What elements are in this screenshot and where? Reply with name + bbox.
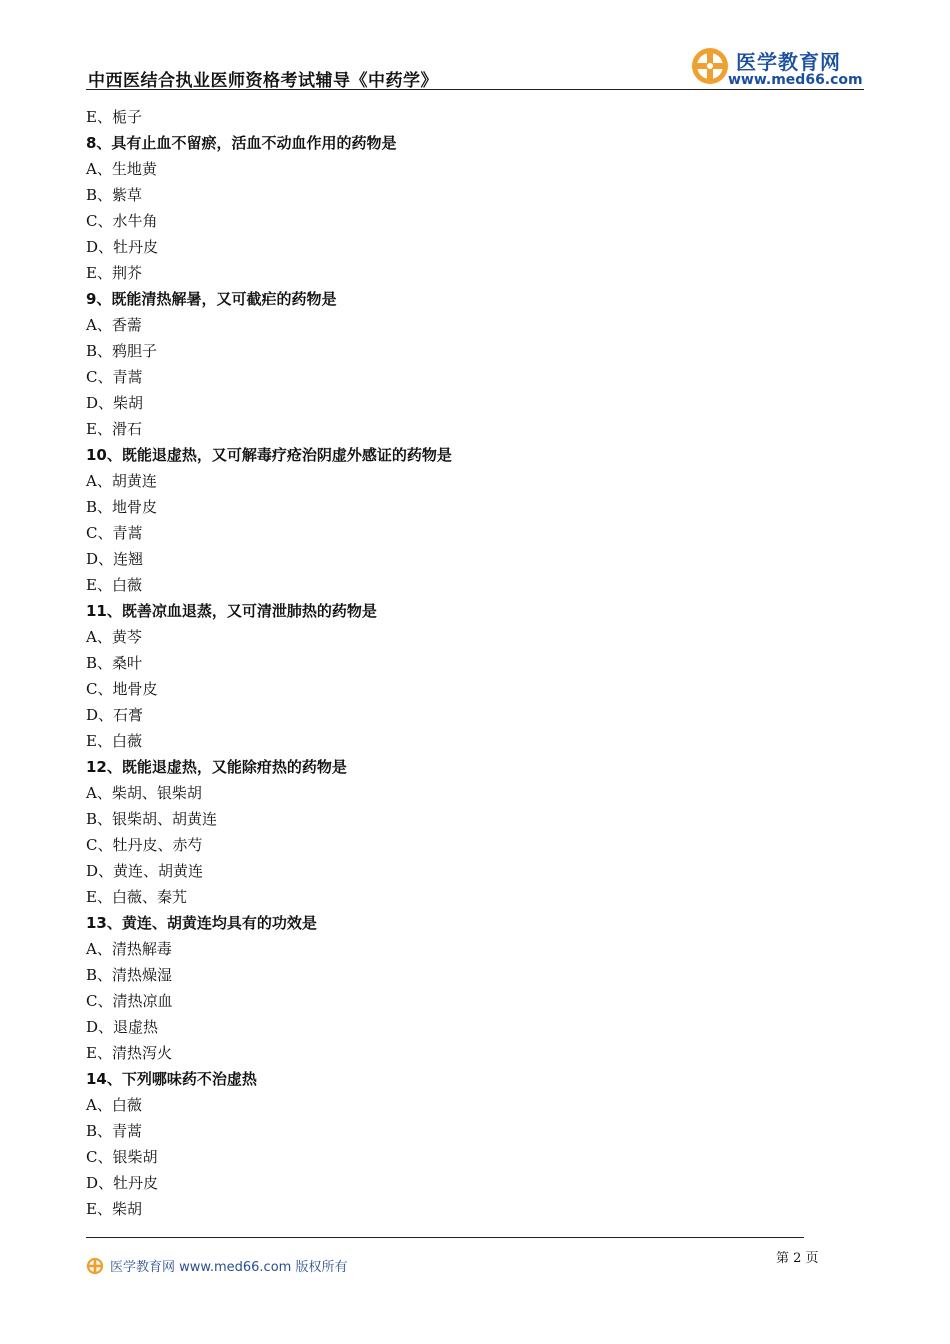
- answer-option: A、柴胡、银柴胡: [86, 784, 202, 802]
- answer-option: C、牡丹皮、赤芍: [86, 836, 203, 854]
- footer-divider: [86, 1237, 804, 1238]
- answer-option: D、牡丹皮: [86, 1174, 159, 1192]
- page-number: 第 2 页: [776, 1251, 819, 1266]
- document-title: 中西医结合执业医师资格考试辅导《中药学》: [88, 71, 438, 91]
- answer-option: E、荆芥: [86, 264, 142, 282]
- question-text: 9、既能清热解暑，又可截疟的药物是: [86, 290, 337, 308]
- answer-option: B、鸦胆子: [86, 342, 158, 360]
- question-text: 11、既善凉血退蒸，又可清泄肺热的药物是: [86, 602, 377, 620]
- answer-option: E、清热泻火: [86, 1044, 172, 1062]
- cross-circle-logo-icon: [690, 46, 730, 86]
- answer-option: E、栀子: [86, 108, 142, 126]
- answer-option: D、退虚热: [86, 1018, 159, 1036]
- answer-option: E、滑石: [86, 420, 142, 438]
- answer-option: A、黄芩: [86, 628, 142, 646]
- question-text: 13、黄连、胡黄连均具有的功效是: [86, 914, 317, 932]
- answer-option: C、水牛角: [86, 212, 158, 230]
- answer-option: B、紫草: [86, 186, 143, 204]
- answer-option: C、青蒿: [86, 368, 143, 386]
- answer-option: A、生地黄: [86, 160, 157, 178]
- answer-option: B、青蒿: [86, 1122, 143, 1140]
- question-text: 12、既能退虚热，又能除疳热的药物是: [86, 758, 347, 776]
- answer-option: A、胡黄连: [86, 472, 157, 490]
- answer-option: D、石膏: [86, 706, 144, 724]
- footer-copyright: 医学教育网 www.med66.com 版权所有: [110, 1260, 348, 1275]
- answer-option: C、清热凉血: [86, 992, 173, 1010]
- answer-option: E、白薇、秦艽: [86, 888, 187, 906]
- logo-url: www.med66.com: [728, 72, 863, 88]
- question-text: 10、既能退虚热，又可解毒疗疮治阴虚外感证的药物是: [86, 446, 452, 464]
- question-list: [86, 104, 826, 1222]
- answer-option: C、银柴胡: [86, 1148, 158, 1166]
- answer-option: C、青蒿: [86, 524, 143, 542]
- question-text: 14、下列哪味药不治虚热: [86, 1070, 257, 1088]
- answer-option: D、柴胡: [86, 394, 144, 412]
- answer-option: A、香薷: [86, 316, 142, 334]
- answer-option: E、柴胡: [86, 1200, 142, 1218]
- page-header: [0, 0, 950, 100]
- question-text: 8、具有止血不留瘀，活血不动血作用的药物是: [86, 134, 397, 152]
- answer-option: D、黄连、胡黄连: [86, 862, 204, 880]
- site-logo[interactable]: [690, 44, 866, 90]
- answer-option: B、地骨皮: [86, 498, 158, 516]
- logo-name: 医学教育网: [736, 50, 841, 74]
- answer-option: C、地骨皮: [86, 680, 158, 698]
- answer-option: A、白薇: [86, 1096, 142, 1114]
- answer-option: B、桑叶: [86, 654, 143, 672]
- answer-option: B、银柴胡、胡黄连: [86, 810, 218, 828]
- cross-circle-logo-icon: [86, 1257, 104, 1275]
- answer-option: B、清热燥湿: [86, 966, 173, 984]
- answer-option: D、牡丹皮: [86, 238, 159, 256]
- answer-option: A、清热解毒: [86, 940, 172, 958]
- answer-option: E、白薇: [86, 576, 142, 594]
- answer-option: E、白薇: [86, 732, 142, 750]
- answer-option: D、连翘: [86, 550, 144, 568]
